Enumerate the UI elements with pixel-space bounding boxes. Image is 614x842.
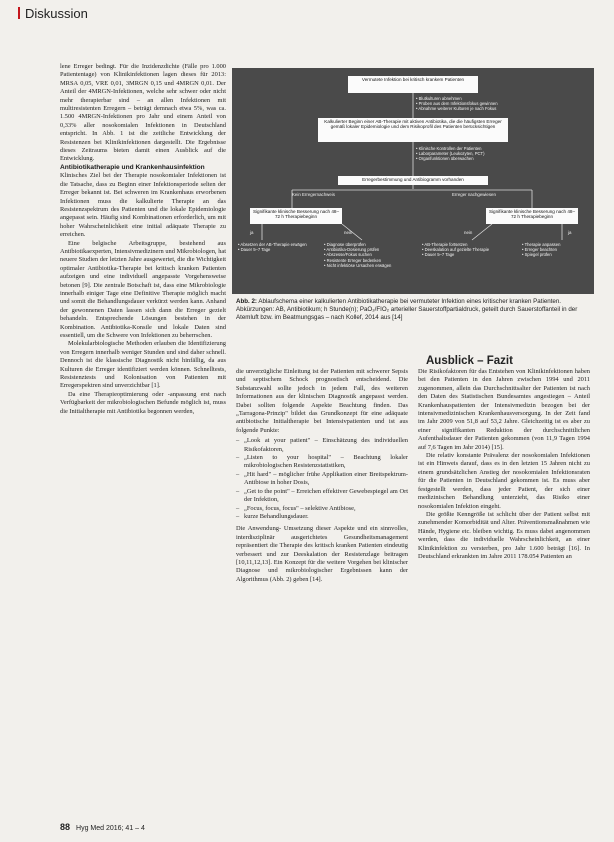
figure-caption: [236, 298, 596, 322]
flow-note: • Absetzen der AB-Therapie erwägen: [238, 242, 318, 247]
flow-label-no-right: nein: [464, 230, 473, 235]
text-column-left: [60, 63, 226, 416]
flow-notes-mid: [416, 146, 586, 162]
flow-note: • Abnahme weiterer Kulturen je nach Fokus: [416, 106, 586, 111]
flow-label-no-left: nein: [344, 230, 353, 235]
paragraph: Da eine Therapieoptimierung oder -anpassung erst nach Verfügbarkeit der mikrobiologischen Befunde möglich ist, muss die Initialtherapie mit Antibiotika begonnen werden,: [60, 390, 226, 415]
flow-box-empiric-therapy: Kalkulierter Beginn einer AB-Therapie mit aktiven Antibiotika, die die häufigsten Erreger gemäß lokaler Epidemiologie und dem Risikoprofil des Patienten berücksichtigen: [318, 118, 508, 142]
flow-box-decision: Erregerbestimmung und Antibiogramm vorhanden: [338, 176, 488, 185]
connector-rm: [472, 224, 492, 240]
flow-label-yes-left: ja: [250, 230, 254, 235]
flow-note: • Dauer 5–7 Tage: [422, 252, 502, 257]
figure-caption-label: Abb. 2:: [236, 298, 257, 305]
flow-branch-label-right: Erreger nachgewiesen: [452, 192, 496, 197]
paragraph: Klinisches Ziel bei der Therapie nosokomialer Infektionen ist die Tatsache, dass zu Beginn einer Infektionsperiode selten der Erreger bekannt ist. Bei schweren im Krankenhaus erworbenen Infektionen muss die kalkulierte Therapie an das Resistenzspektrum des Patienten und die lokale Epidemiologie angepasst sein. Häufig sind Kombinationen erforderlich, um mit hoher Wahrscheinlichkeit eine initial adäquate Therapie zu erreichen.: [60, 172, 226, 239]
paragraph: Die Risikofaktoren für das Entstehen von Klinikinfektionen haben bei den Patienten in den Jahren zwischen 1994 und 2011 zugenommen, allein das Durchschnittsalter der Patienten ist nach den Daten des Statistischen Bundesamtes angestiegen – Anteil Krankenhauspatienten der Intensivmedizin bezogen bei der intensivmedizinischen Krankenhausversorgung. In der Zeit fand im Jahr 2009 von 51,8 auf 53,2 Jahre. Gleichzeitig ist es aber zu einer signifikanten Reduktion der durchschnittlichen Aufenthaltsdauer der Patienten gekommen (von 11,9 Tagen 1994 auf 7,6 Tagen im Jahr 2014) [15].: [418, 368, 590, 451]
section-title: Diskussion: [25, 6, 88, 21]
section-marker: [18, 7, 20, 19]
paragraph: Die relativ konstante Prävalenz der nosokomialen Infektionen ist ein Hinweis darauf, dass es in den letzten 15 Jahren nicht zu einem grundsätzlichen Anstieg der nosokomialen Infektionsraten für die Patienten in Deutschland gekommen ist. Es muss aber festgestellt werden, dass jeder Patient, der sich einer medizinischen Behandlung unterzieht, das Risiko einer nosokomialen Infektion eingeht.: [418, 452, 590, 510]
text-column-middle: [236, 368, 408, 584]
flow-note: • AB-Therapie fortsetzen: [422, 242, 502, 247]
flow-box-start: Vermutete Infektion bei kritisch krankem Patienten: [348, 76, 478, 93]
flow-note: • Spiegel prüfen: [522, 252, 590, 257]
paragraph: Die größte Kenngröße ist schlicht über der Patient selbst mit zunehmender Komorbidität und Alter. Präventionsmaßnahmen wie Hände, Hygiene etc. bleiben wichtig. Es muss dabei angenommen werden, dass die individuelle Wahrscheinlichkeit, an einer Klinikinfektion zu versterben, pro Jahr 1.600 beträgt [16]. In Deutschland erkrankten im Jahre 2011 178.054 Patienten an: [418, 510, 590, 560]
list-item: – „Focus, focus, focus" – selektive Antibiose,: [236, 505, 408, 513]
flow-box-left: Signifikante klinische Besserung nach 48–72 h Therapiebeginn: [250, 208, 342, 224]
flow-box-right: Signifikante klinische Besserung nach 48–72 h Therapiebeginn: [486, 208, 578, 224]
section-header: [18, 6, 88, 21]
paragraph: Molekularbiologische Methoden erlauben die Identifizierung von Erregern innerhalb weniger Stunden und sind daher schnell. Dennoch ist die klassische Diagnostik nicht hinfällig, da aus Kulturen die Erreger identifiziert werden können. Schnelltests, Resistenztests und Kolonisation von Patienten mit Erregerspektren sind unverzichtbar [1].: [60, 340, 226, 390]
flow-note: • Erreger beachten: [522, 247, 590, 252]
flow-notes-lm: [324, 242, 414, 268]
flow-notes-ll: [238, 242, 318, 252]
flow-note: • Blutkulturen abnehmen: [416, 96, 586, 101]
flow-note: • Resistente Erreger bedenken: [324, 258, 414, 263]
flow-notes-rm: [422, 242, 502, 258]
flow-note: • Diagnose überprüfen: [324, 242, 414, 247]
list-item: – „Hit hard" – möglicher frühe Applikation einer Breitspektrum-Antibiose in hoher Dosis,: [236, 471, 408, 488]
section-heading: Ausblick – Fazit: [426, 355, 513, 367]
flow-note: • Antibiotika-Dosierung prüfen: [324, 247, 414, 252]
paragraph: die unverzügliche Einleitung ist der Patienten mit schwerer Sepsis und septischem Schock prognostisch entscheidend. Die Substanzwahl sollte jedoch in jedem Fall, des weiteren Informationen aus der klinischen Diagnostik angepasst werden. Dabei sollten folgende Aspekte Beachtung finden. Das „Tarragona-Prinzip" bildet das Grundkonzept für eine adäquate antibiotische Initialtherapie bei Intensivpatienten und ist aus folgende Punkte:: [236, 368, 408, 434]
flow-note: • Deeskalation auf gezielte Therapie: [422, 247, 502, 252]
list-item: – kurze Behandlungsdauer.: [236, 513, 408, 521]
flow-note: • Organfunktionen überwachen: [416, 156, 586, 161]
page-number: 88: [60, 822, 71, 832]
flow-note: • Klinische Kontrollen der Patienten: [416, 146, 586, 151]
flow-note: • Nicht infektiöse Ursachen erwägen: [324, 263, 414, 268]
flow-label-yes-right: ja: [568, 230, 572, 235]
bullet-list: [236, 437, 408, 521]
subheading: Antibiotikatherapie und Krankenhausinfektion: [60, 163, 205, 171]
flow-note: • Therapie anpassen: [522, 242, 590, 247]
flow-notes-top: [416, 96, 586, 112]
flow-branch-label-left: Kein Erregernachweis: [292, 192, 335, 197]
page-footer: [60, 822, 145, 832]
journal-citation: Hyg Med 2016; 41 – 4: [76, 825, 145, 832]
flow-note: • Abszesse/Fokus suchen: [324, 252, 414, 257]
text-column-right: [418, 355, 590, 561]
flow-notes-rr: [522, 242, 590, 258]
flow-note: • Proben aus dem Infektionsfokus gewinnen: [416, 101, 586, 106]
list-item: – „Look at your patient" – Einschätzung des individuellen Risikofaktoren,: [236, 437, 408, 454]
flow-note: • Dauer 5–7 Tage: [238, 247, 318, 252]
list-item: – „Get to the point" – Erreichen effektiver Gewebespiegel am Ort der Infektion,: [236, 488, 408, 505]
paragraph: Eine belgische Arbeitsgruppe, bestehend aus Antibiotikaexperten, Intensivmedizinern und Mikrobiologen, hat neuere Studien der letzten Jahre ausgewertet, die die Wichtigkeit optimaler Antibiotika-Therapie bei kritisch kranken Patienten aufzeigen und eine individuell angepasste Vorgehensweise betonen [9]. Die zentrale Botschaft ist, dass eine Mikrobiologie innerhalb einiger Tage eine Definitive Therapie möglich macht und somit die Behandlungsdauer verkürzt werden kann. Anhand der gewonnenen Daten lassen sich dann die Erreger gezielt behandeln. Entsprechende Lösungen bestehen in der Kombination. Antibiotika-Konsile und lokale Daten sind essentiell, um die Schwere von Infektionen zu beherrschen.: [60, 239, 226, 339]
paragraph: lene Erreger bedingt. Für die Inzidenzdichte (Fälle pro 1.000 Patiententage) von Klinikinfektionen lagen dieses für 2013: MRSA 0,05, VRE 0,01, 3MRGN 0,15 und 4MRGN 0,01. Der Anteil der 4MRGN-Infektionen, welche sehr schwer oder nicht mehr therapierbar sind – an allen Infektionen mit multiresistenten Erregern – beträgt demnach etwa 5%, was ca. 1.500 4MRGN-Infektionen pro Jahr und einem Anteil von 0,33% aller nosokomialen Infektionen in Deutschland entspricht. In Abb. 1 ist die zeitliche Entwicklung der Resistenzen bei Klinikinfektionen dargestellt. Die Ergebnisse dieses Zeitraums bieten damit einen Ausblick auf die Entwicklung.: [60, 63, 226, 163]
paragraph: Die Anwendung- Umsetzung dieser Aspekte und ein sinnvolles, interdisziplinär ausgerichtetes Gesundheitsmanagement repräsentiert die Therapie des kritisch kranken Patienten eindeutig verbessert und zur Deeskalation der Resistenzlage beitragen [10,11,12,13]. Ein Konzept für die weitere Vorgehen bei klinischer Diagnose und mikrobiologischer Ergebnissen kann der Algorithmus (Abb. 2) geben [14].: [236, 525, 408, 583]
list-item: – „Listen to your hospital" – Beachtung lokaler mikrobiologischen Resistenzstatistiken,: [236, 454, 408, 471]
flowchart-figure: [232, 68, 594, 294]
flow-note: • Laborparameter (Leukozyten, PCT): [416, 151, 586, 156]
figure-caption-text: Ablaufschema einer kalkulierten Antibiotikatherapie bei vermuteter Infektion eines kritischer kranken Patienten. Abkürzungen: AB, Antibiotikum; h Stunde(n); PaO₂/FIO₂ arterieller Sauerstoffpartialdruck, geteilt durch Sauerstoffanteil in der Atemluft bzw. im Beatmungsgas – nach Kollef, 2014 aus [14]: [236, 298, 578, 321]
